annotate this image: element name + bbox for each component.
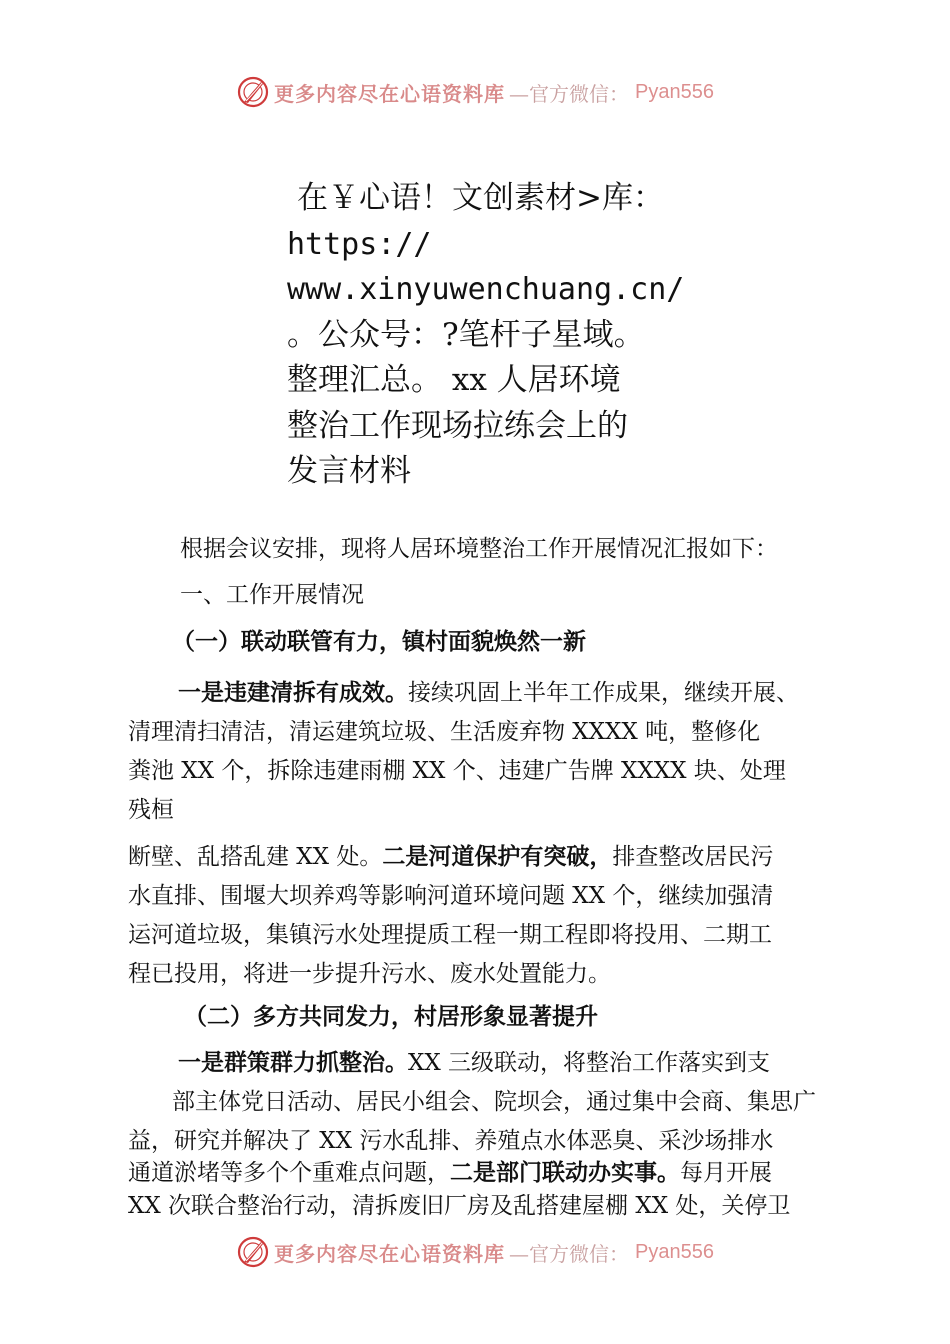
document-title <box>287 176 687 495</box>
paragraph-line: 部主体党日活动、居民小组会、院坝会，通过集中会商、集思广 <box>172 1089 816 1115</box>
title-line: 在￥心语！文创素材>库： <box>297 180 664 216</box>
watermark-label: —官方微信： <box>509 1241 630 1266</box>
paragraph-line <box>178 674 799 707</box>
watermark-text: 更多内容尽在心语资料库 <box>274 81 506 106</box>
paragraph-text: 断壁、乱搭乱建 XX 处。 <box>128 844 383 870</box>
paragraph-text: 接续巩固上半年工作成果，继续开展、 <box>408 680 799 706</box>
watermark-wechat-id: Pyan556 <box>635 80 714 103</box>
paragraph-lead: 一是违建清拆有成效。 <box>178 680 408 706</box>
title-line: 。公众号：?笔杆子星域。 <box>287 316 645 353</box>
paragraph-line: 清理清扫清洁，清运建筑垃圾、生活废弃物 XXXX 吨，整修化 <box>128 719 761 745</box>
paragraph-text: 每月开展 <box>680 1160 772 1186</box>
paragraph-lead: 一是群策群力抓整治。 <box>178 1050 408 1076</box>
title-url-line: https:// <box>287 226 432 262</box>
paragraph-text: XX 三级联动，将整治工作落实到支 <box>408 1050 771 1076</box>
subsection-heading: （一）联动联管有力，镇村面貌焕然一新 <box>172 629 586 655</box>
quill-logo-icon <box>236 75 270 109</box>
paragraph-lead: 二是部门联动办实事。 <box>450 1160 680 1186</box>
title-line: 整理汇总。 xx 人居环境 <box>287 362 621 398</box>
section-heading: 一、工作开展情况 <box>180 581 364 607</box>
watermark-text: 更多内容尽在心语资料库 <box>274 1241 506 1266</box>
paragraph-line: 粪池 XX 个，拆除违建雨棚 XX 个、违建广告牌 XXXX 块、处理 <box>128 758 786 784</box>
paragraph-line <box>128 1154 772 1187</box>
paragraph-line <box>178 1044 770 1077</box>
intro-paragraph: 根据会议安排，现将人居环境整治工作开展情况汇报如下： <box>180 536 778 562</box>
paragraph-line: 益，研究并解决了 XX 污水乱排、养殖点水体恶臭、采沙场排水 <box>128 1128 774 1154</box>
title-line: 整治工作现场拉练会上的 <box>287 407 628 444</box>
paragraph-line <box>128 838 773 871</box>
paragraph-line: 水直排、围堰大坝养鸡等影响河道环境问题 XX 个，继续加强清 <box>128 883 774 909</box>
watermark-wechat-id: Pyan556 <box>635 1240 714 1263</box>
paragraph-lead: 二是河道保护有突破， <box>382 844 613 870</box>
subsection-heading: （二）多方共同发力，村居形象显著提升 <box>184 1004 598 1030</box>
paragraph-line: 残桓 <box>128 797 174 823</box>
title-line: 发言材料 <box>287 453 411 489</box>
paragraph-line: 运河道垃圾，集镇污水处理提质工程一期工程即将投用、二期工 <box>128 922 772 948</box>
paragraph-line: 程已投用，将进一步提升污水、废水处置能力。 <box>128 961 611 987</box>
paragraph-text: 排查整改居民污 <box>612 844 774 870</box>
paragraph-text: 通道淤堵等多个个重难点问题， <box>128 1160 450 1186</box>
quill-logo-icon <box>236 1235 270 1269</box>
watermark-label: —官方微信： <box>509 81 630 106</box>
title-url-line: www.xinyuwenchuang.cn/ <box>287 272 685 307</box>
paragraph-line: XX 次联合整治行动，清拆废旧厂房及乱搭建屋棚 XX 处，关停卫 <box>128 1193 791 1219</box>
header-watermark <box>0 70 950 114</box>
footer-watermark <box>0 1230 950 1274</box>
